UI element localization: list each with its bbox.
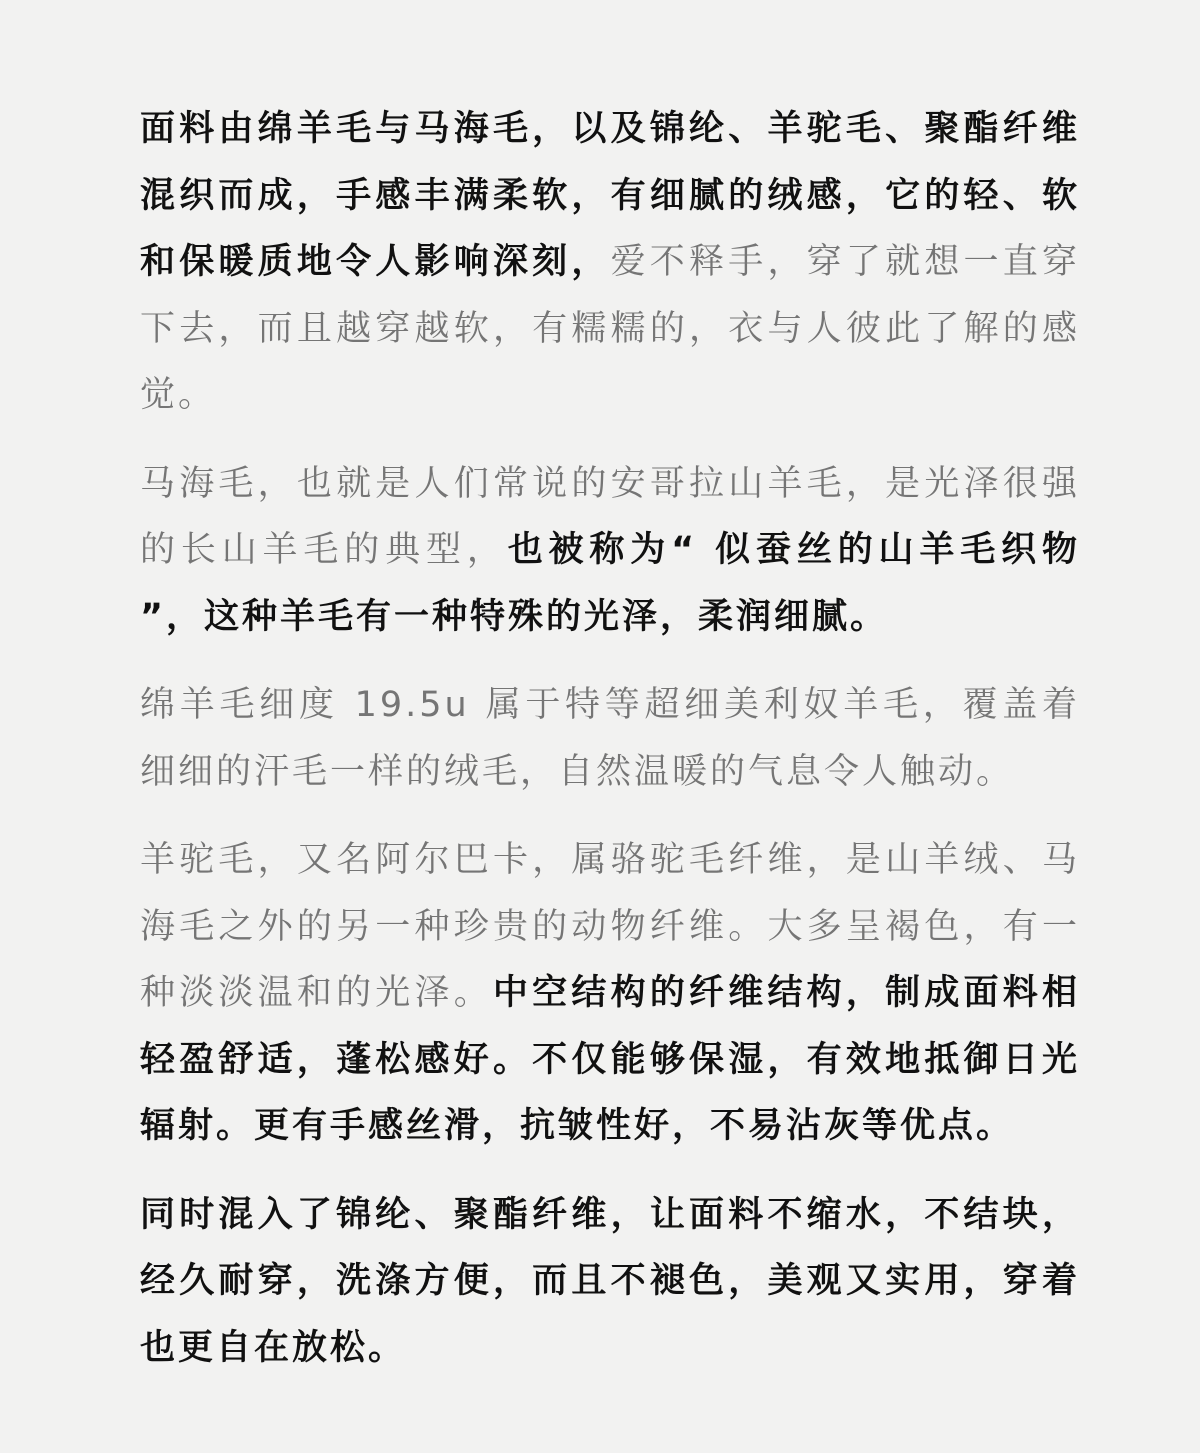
blend-benefits-text: 同时混入了锦纶、聚酯纤维，让面料不缩水，不结块，经久耐穿，洗涤方便，而且不褪色，美观又实用，穿着也更自在放松。 [140, 1194, 1080, 1368]
paragraph-merino-wool [140, 672, 1080, 805]
mohair-intro: 马海毛，也就是人们常说的安哥拉山羊毛，是光泽很强的长山羊毛的典型， [140, 463, 1080, 570]
mohair-emphasis: 也被称为“ 似蚕丝的山羊毛织物 ”，这种羊毛有一种特殊的光泽，柔润细腻。 [140, 530, 1080, 637]
alpaca-emphasis: 中空结构的纤维结构，制成面料相轻盈舒适，蓬松感好。不仅能够保湿，有效地抵御日光辐射。更有手感丝滑，抗皱性好，不易沾灰等优点。 [140, 973, 1080, 1146]
alpaca-intro: 羊驼毛，又名阿尔巴卡，属骆驼毛纤维，是山羊绒、马海毛之外的另一种珍贵的动物纤维。大多呈褐色，有一种淡淡温和的光泽。 [140, 840, 1080, 1013]
paragraph-mohair [140, 451, 1080, 651]
fabric-composition-feel: 爱不释手，穿了就想一直穿下去，而且越穿越软，有糯糯的，衣与人彼此了解的感觉。 [140, 242, 1080, 415]
merino-wool-text: 绵羊毛细度 19.5u 属于特等超细美利奴羊毛，覆盖着细细的汗毛一样的绒毛，自然温暖的气息令人触动。 [140, 685, 1080, 792]
paragraph-blend-benefits [140, 1182, 1080, 1382]
paragraph-fabric-composition [140, 96, 1080, 429]
fabric-composition-emphasis: 面料由绵羊毛与马海毛，以及锦纶、羊驼毛、聚酯纤维混织而成，手感丰满柔软，有细腻的绒感，它的轻、软和保暖质地令人影响深刻， [140, 109, 1080, 282]
paragraph-alpaca [140, 827, 1080, 1160]
